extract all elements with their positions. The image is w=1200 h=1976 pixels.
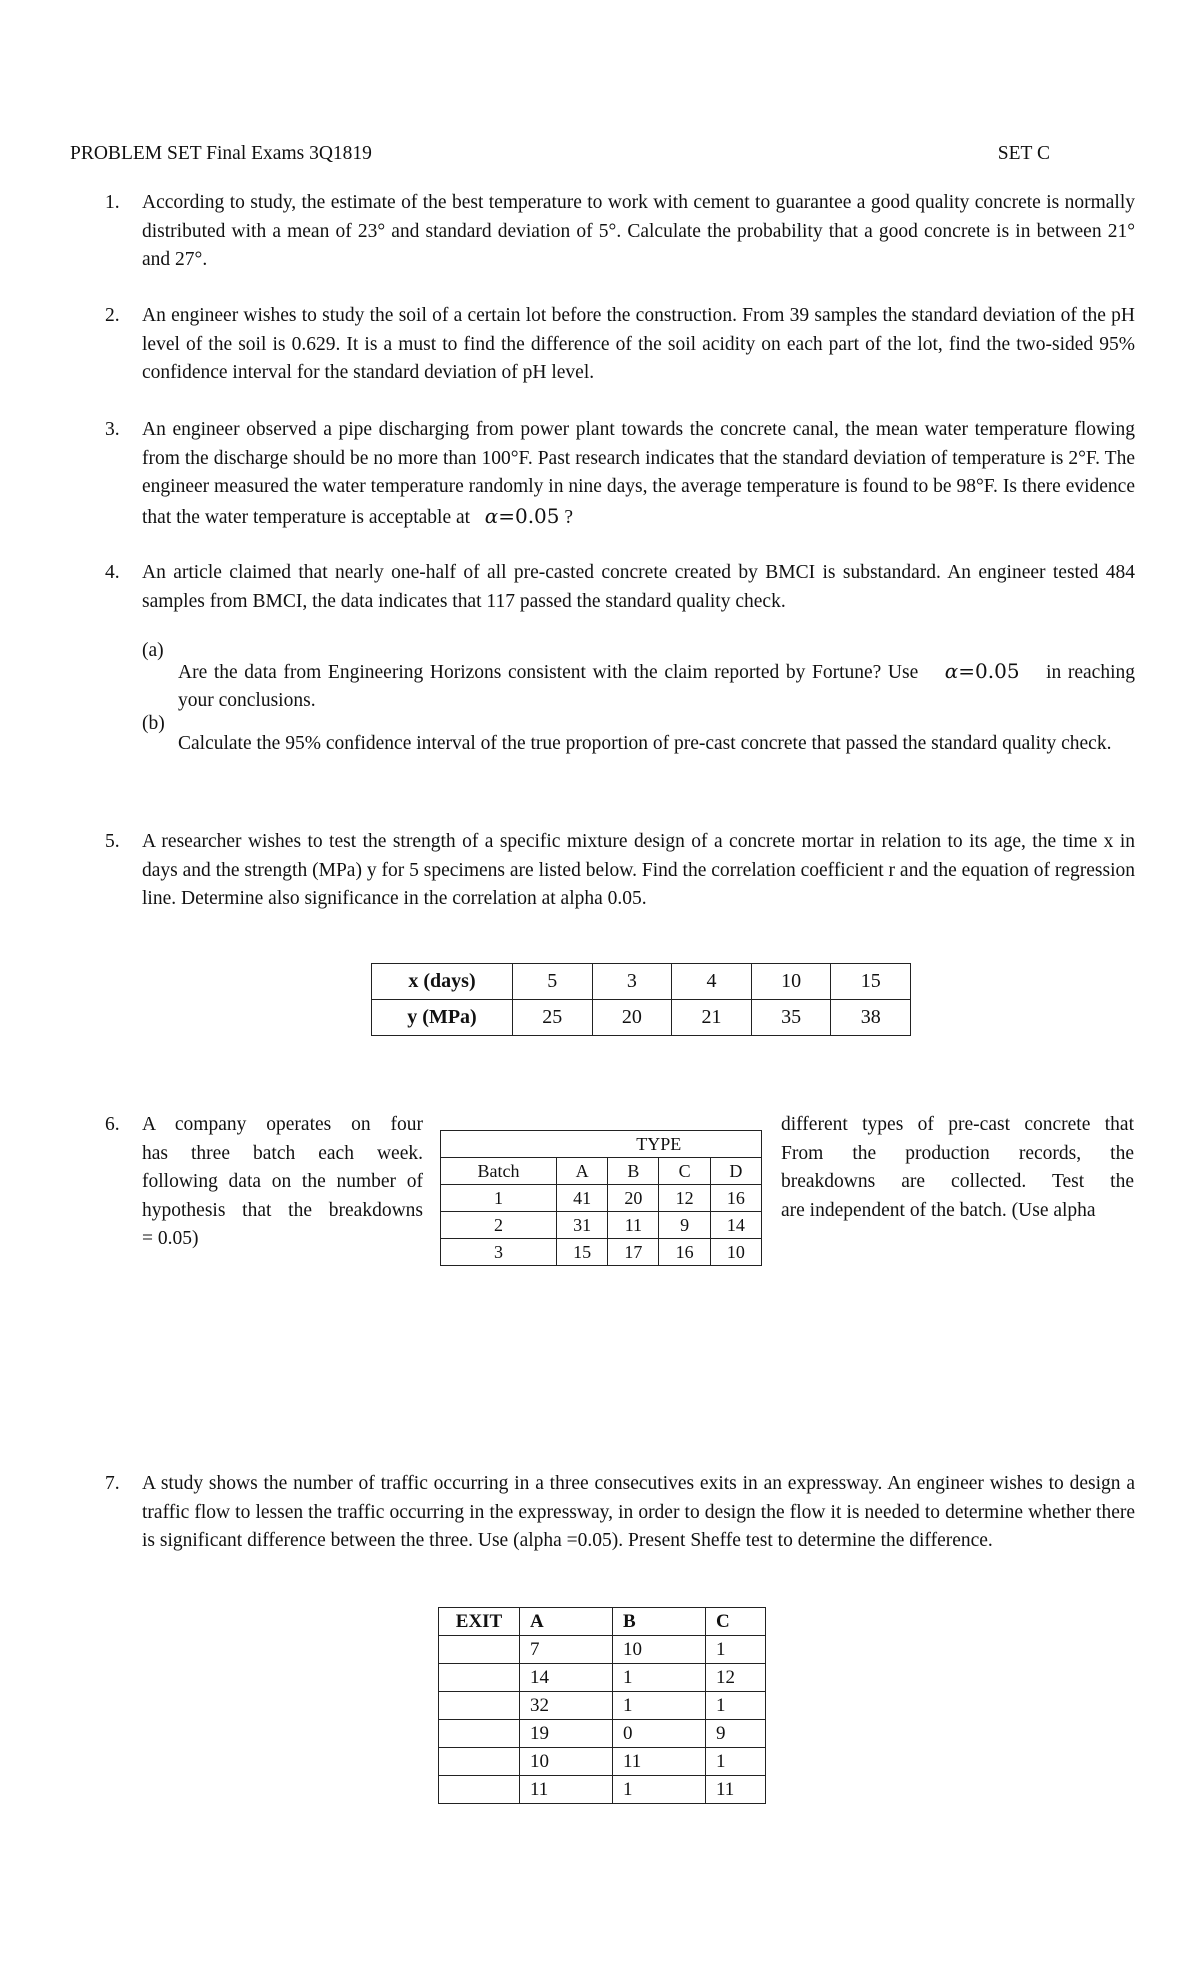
table-cell: 1 — [706, 1636, 766, 1664]
table-cell: 2 — [441, 1212, 557, 1239]
table-row — [439, 1636, 766, 1664]
table-cell: 12 — [706, 1664, 766, 1692]
question-text: An article claimed that nearly one-half of all pre-casted concrete created by BMCI is substandard. An engineer tested 484 samples from BMCI, the data indicates that 117 passed the standard quality check. — [142, 562, 1135, 612]
header-set-label: SET C — [997, 143, 1050, 164]
column-header: A — [556, 1158, 607, 1185]
column-header: D — [710, 1158, 761, 1185]
table-cell: 15 — [831, 964, 911, 1000]
table-cell: 4 — [672, 964, 752, 1000]
text-line: has three batch each week. — [142, 1142, 423, 1164]
subquestion-label: (a) — [142, 640, 164, 661]
text-line: following data on the number of — [142, 1171, 423, 1192]
table-cell: 16 — [659, 1239, 710, 1266]
table-cell: 1 — [706, 1748, 766, 1776]
table-row — [441, 1158, 762, 1185]
alpha-symbol: α=0.05 — [944, 658, 1020, 683]
table-cell: 3 — [441, 1239, 557, 1266]
text-line: breakdowns are collected. Test the — [781, 1171, 1134, 1192]
table-cell: 21 — [672, 1000, 752, 1036]
table-row — [439, 1692, 766, 1720]
table-cell: 10 — [710, 1239, 761, 1266]
type-header: TYPE — [556, 1131, 761, 1158]
question-text: A researcher wishes to test the strength of a specific mixture design of a concrete mortar in relation to its age, the time x in days and the strength (MPa) y for 5 specimens are listed below. Find the correlation coefficient r and the equation of regression line. Determine also significance in the correlation at alpha 0.05. — [142, 831, 1135, 909]
table-cell — [439, 1636, 520, 1664]
table-cell: 11 — [613, 1748, 706, 1776]
table-row — [372, 964, 911, 1000]
breakdown-table — [440, 1130, 762, 1266]
table-cell: 11 — [706, 1776, 766, 1804]
table-cell: 12 — [659, 1185, 710, 1212]
alpha-symbol: α=0.05 — [484, 503, 560, 528]
table-cell: 1 — [613, 1692, 706, 1720]
table-row — [439, 1664, 766, 1692]
subquestion-text: Calculate the 95% confidence interval of the true proportion of pre-cast concrete that passed the standard quality check. — [178, 732, 1112, 754]
table-cell — [439, 1692, 520, 1720]
table-cell: 11 — [520, 1776, 613, 1804]
table-row — [439, 1776, 766, 1804]
question-text: According to study, the estimate of the best temperature to work with cement to guarantee a good quality concrete is normally distributed with a mean of 23° and standard deviation of 5°. Calculate the probability that a good concrete is in between 21° and 27°. — [142, 192, 1135, 270]
table-row — [439, 1748, 766, 1776]
subquestion-tail: in reaching your conclusions. — [178, 661, 1135, 711]
question-number: 5. — [105, 831, 120, 852]
table-cell — [439, 1720, 520, 1748]
table-cell: 1 — [613, 1664, 706, 1692]
table-cell: 38 — [831, 1000, 911, 1036]
table-cell: 1 — [706, 1692, 766, 1720]
question-number: 3. — [105, 419, 120, 440]
text-line: From the production records, the — [781, 1142, 1134, 1164]
table-cell: 11 — [608, 1212, 659, 1239]
table-row — [441, 1239, 762, 1266]
column-header: B — [608, 1158, 659, 1185]
table-cell: 31 — [556, 1212, 607, 1239]
column-header: C — [659, 1158, 710, 1185]
text-line: A company operates on four — [142, 1114, 423, 1135]
table-cell: 14 — [710, 1212, 761, 1239]
question-number: 1. — [105, 192, 120, 213]
column-header: C — [706, 1608, 766, 1636]
subquestion-label: (b) — [142, 713, 165, 734]
text-line: are independent of the batch. (Use alpha — [781, 1199, 1096, 1221]
header-title: PROBLEM SET Final Exams 3Q1819 — [70, 143, 372, 164]
question-text: A study shows the number of traffic occurring in a three consecutives exits in an expressway. An engineer wishes to design a traffic flow to lessen the traffic occurring in the expressway, in order to design the flow it is needed to determine whether there is significant difference between the three. Use (alpha =0.05). Present Sheffe test to determine the difference. — [142, 1473, 1135, 1551]
table-cell: 9 — [659, 1212, 710, 1239]
table-cell: 5 — [513, 964, 593, 1000]
table-row — [441, 1185, 762, 1212]
table-cell: 0 — [613, 1720, 706, 1748]
table-cell: 25 — [513, 1000, 593, 1036]
table-row — [439, 1608, 766, 1636]
table-cell: 1 — [441, 1185, 557, 1212]
question-text: An engineer observed a pipe discharging from power plant towards the concrete canal, the mean water temperature flowing from the discharge should be no more than 100°F. Past research indicates that the standard deviation of temperature is 2°F. The engineer measured the water temperature randomly in nine days, the average temperature is found to be 98°F. Is there evidence that the water temperature is acceptable at — [142, 419, 1135, 528]
column-header: A — [520, 1608, 613, 1636]
table-cell: 20 — [592, 1000, 672, 1036]
column-header: EXIT — [439, 1608, 520, 1636]
table-cell: 10 — [520, 1748, 613, 1776]
page-header — [70, 140, 1050, 170]
x-header: x (days) — [372, 964, 513, 1000]
question-number: 7. — [105, 1473, 120, 1494]
table-cell: 19 — [520, 1720, 613, 1748]
question-tail: ? — [559, 506, 574, 528]
table-cell: 16 — [710, 1185, 761, 1212]
question-number: 6. — [105, 1114, 120, 1135]
table-cell: 41 — [556, 1185, 607, 1212]
table-row — [441, 1131, 762, 1158]
table-cell — [439, 1748, 520, 1776]
table-row — [372, 1000, 911, 1036]
question-text: An engineer wishes to study the soil of a certain lot before the construction. From 39 samples the standard deviation of the pH level of the soil is 0.629. It is a must to find the difference of the soil acidity on each part of the lot, find the two-sided 95% confidence interval for the standard deviation of pH level. — [142, 305, 1135, 383]
column-header: B — [613, 1608, 706, 1636]
subquestion-text: Are the data from Engineering Horizons consistent with the claim reported by Fortune? Use — [178, 661, 919, 683]
traffic-exits-table — [438, 1607, 766, 1804]
table-cell: 7 — [520, 1636, 613, 1664]
text-line: different types of pre-cast concrete that — [781, 1114, 1134, 1135]
table-cell: 3 — [592, 964, 672, 1000]
table-cell: 1 — [613, 1776, 706, 1804]
table-cell: 10 — [613, 1636, 706, 1664]
text-line: hypothesis that the breakdowns — [142, 1199, 423, 1221]
table-cell: 17 — [608, 1239, 659, 1266]
question-6-right-text — [781, 1111, 1134, 1225]
question-number: 4. — [105, 562, 120, 583]
table-row — [439, 1720, 766, 1748]
table-cell: 35 — [751, 1000, 831, 1036]
table-cell: 15 — [556, 1239, 607, 1266]
table-row — [441, 1212, 762, 1239]
table-cell: 9 — [706, 1720, 766, 1748]
table-cell: 20 — [608, 1185, 659, 1212]
table-cell — [439, 1776, 520, 1804]
batch-header: Batch — [441, 1158, 557, 1185]
table-cell — [439, 1664, 520, 1692]
question-number: 2. — [105, 305, 120, 326]
y-header: y (MPa) — [372, 1000, 513, 1036]
table-cell: 10 — [751, 964, 831, 1000]
table-cell: 32 — [520, 1692, 613, 1720]
text-line: = 0.05) — [142, 1228, 199, 1249]
table-cell: 14 — [520, 1664, 613, 1692]
age-strength-table — [371, 963, 911, 1036]
